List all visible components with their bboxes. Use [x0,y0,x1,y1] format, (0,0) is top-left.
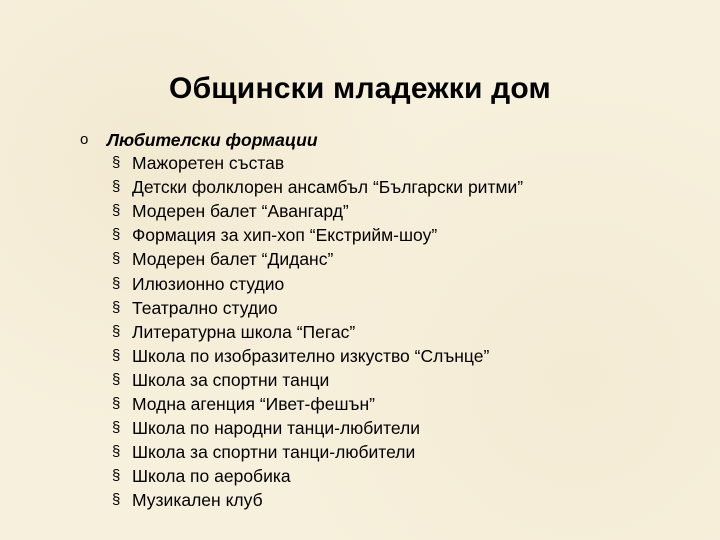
section-sign-bullet-icon: § [112,178,121,196]
section-sign-bullet-icon: § [112,419,121,437]
list-item-label: Мажоретен състав [132,153,285,174]
list-item-label: Школа за спортни танци-любители [132,442,416,463]
list-item-label: Илюзионно студио [132,273,285,294]
section-sign-bullet-icon: § [112,346,121,364]
formations-list [112,151,523,512]
section-sign-bullet-icon: § [112,250,121,268]
list-item [112,320,523,344]
list-item [112,392,523,416]
list-item [112,440,523,464]
section-sign-bullet-icon: § [112,274,121,292]
section-sign-bullet-icon: § [112,322,121,340]
list-item-label: Литературна школа “Пегас” [132,321,356,342]
list-item-label: Модерен балет “Диданс” [132,249,334,270]
section-sign-bullet-icon: § [112,298,121,316]
list-item-label: Детски фолклорен ансамбъл “Български ритми” [132,177,524,198]
list-item-label: Музикален клуб [132,490,263,511]
slide-title: Общински младежки дом [169,72,551,105]
list-item [112,296,523,320]
list-item [112,247,523,271]
section-heading [80,130,318,150]
section-sign-bullet-icon: § [112,443,121,461]
section-sign-bullet-icon: § [112,154,121,172]
list-item [112,464,523,488]
section-label: Любителски формации [107,130,318,150]
list-item [112,223,523,247]
list-item-label: Школа за спортни танци [132,369,330,390]
hollow-circle-bullet-icon: o [80,131,89,148]
list-item [112,416,523,440]
section-sign-bullet-icon: § [112,226,121,244]
list-item [112,151,523,175]
list-item [112,368,523,392]
list-item-label: Театрално студио [132,297,278,318]
section-sign-bullet-icon: § [112,467,121,485]
section-sign-bullet-icon: § [112,491,121,509]
list-item-label: Школа по аеробика [132,466,291,487]
list-item-label: Формация за хип-хоп “Екстрийм-шоу” [132,225,438,246]
list-item [112,175,523,199]
list-item [112,271,523,295]
list-item [112,488,523,512]
list-item-label: Модна агенция “Ивет-фешън” [132,393,375,414]
section-sign-bullet-icon: § [112,370,121,388]
list-item-label: Школа по народни танци-любители [132,418,421,439]
list-item [112,199,523,223]
list-item-label: Школа по изобразително изкуство “Слънце” [132,345,490,366]
section-sign-bullet-icon: § [112,202,121,220]
list-item [112,344,523,368]
section-sign-bullet-icon: § [112,394,121,412]
list-item-label: Модерен балет “Авангард” [132,201,349,222]
